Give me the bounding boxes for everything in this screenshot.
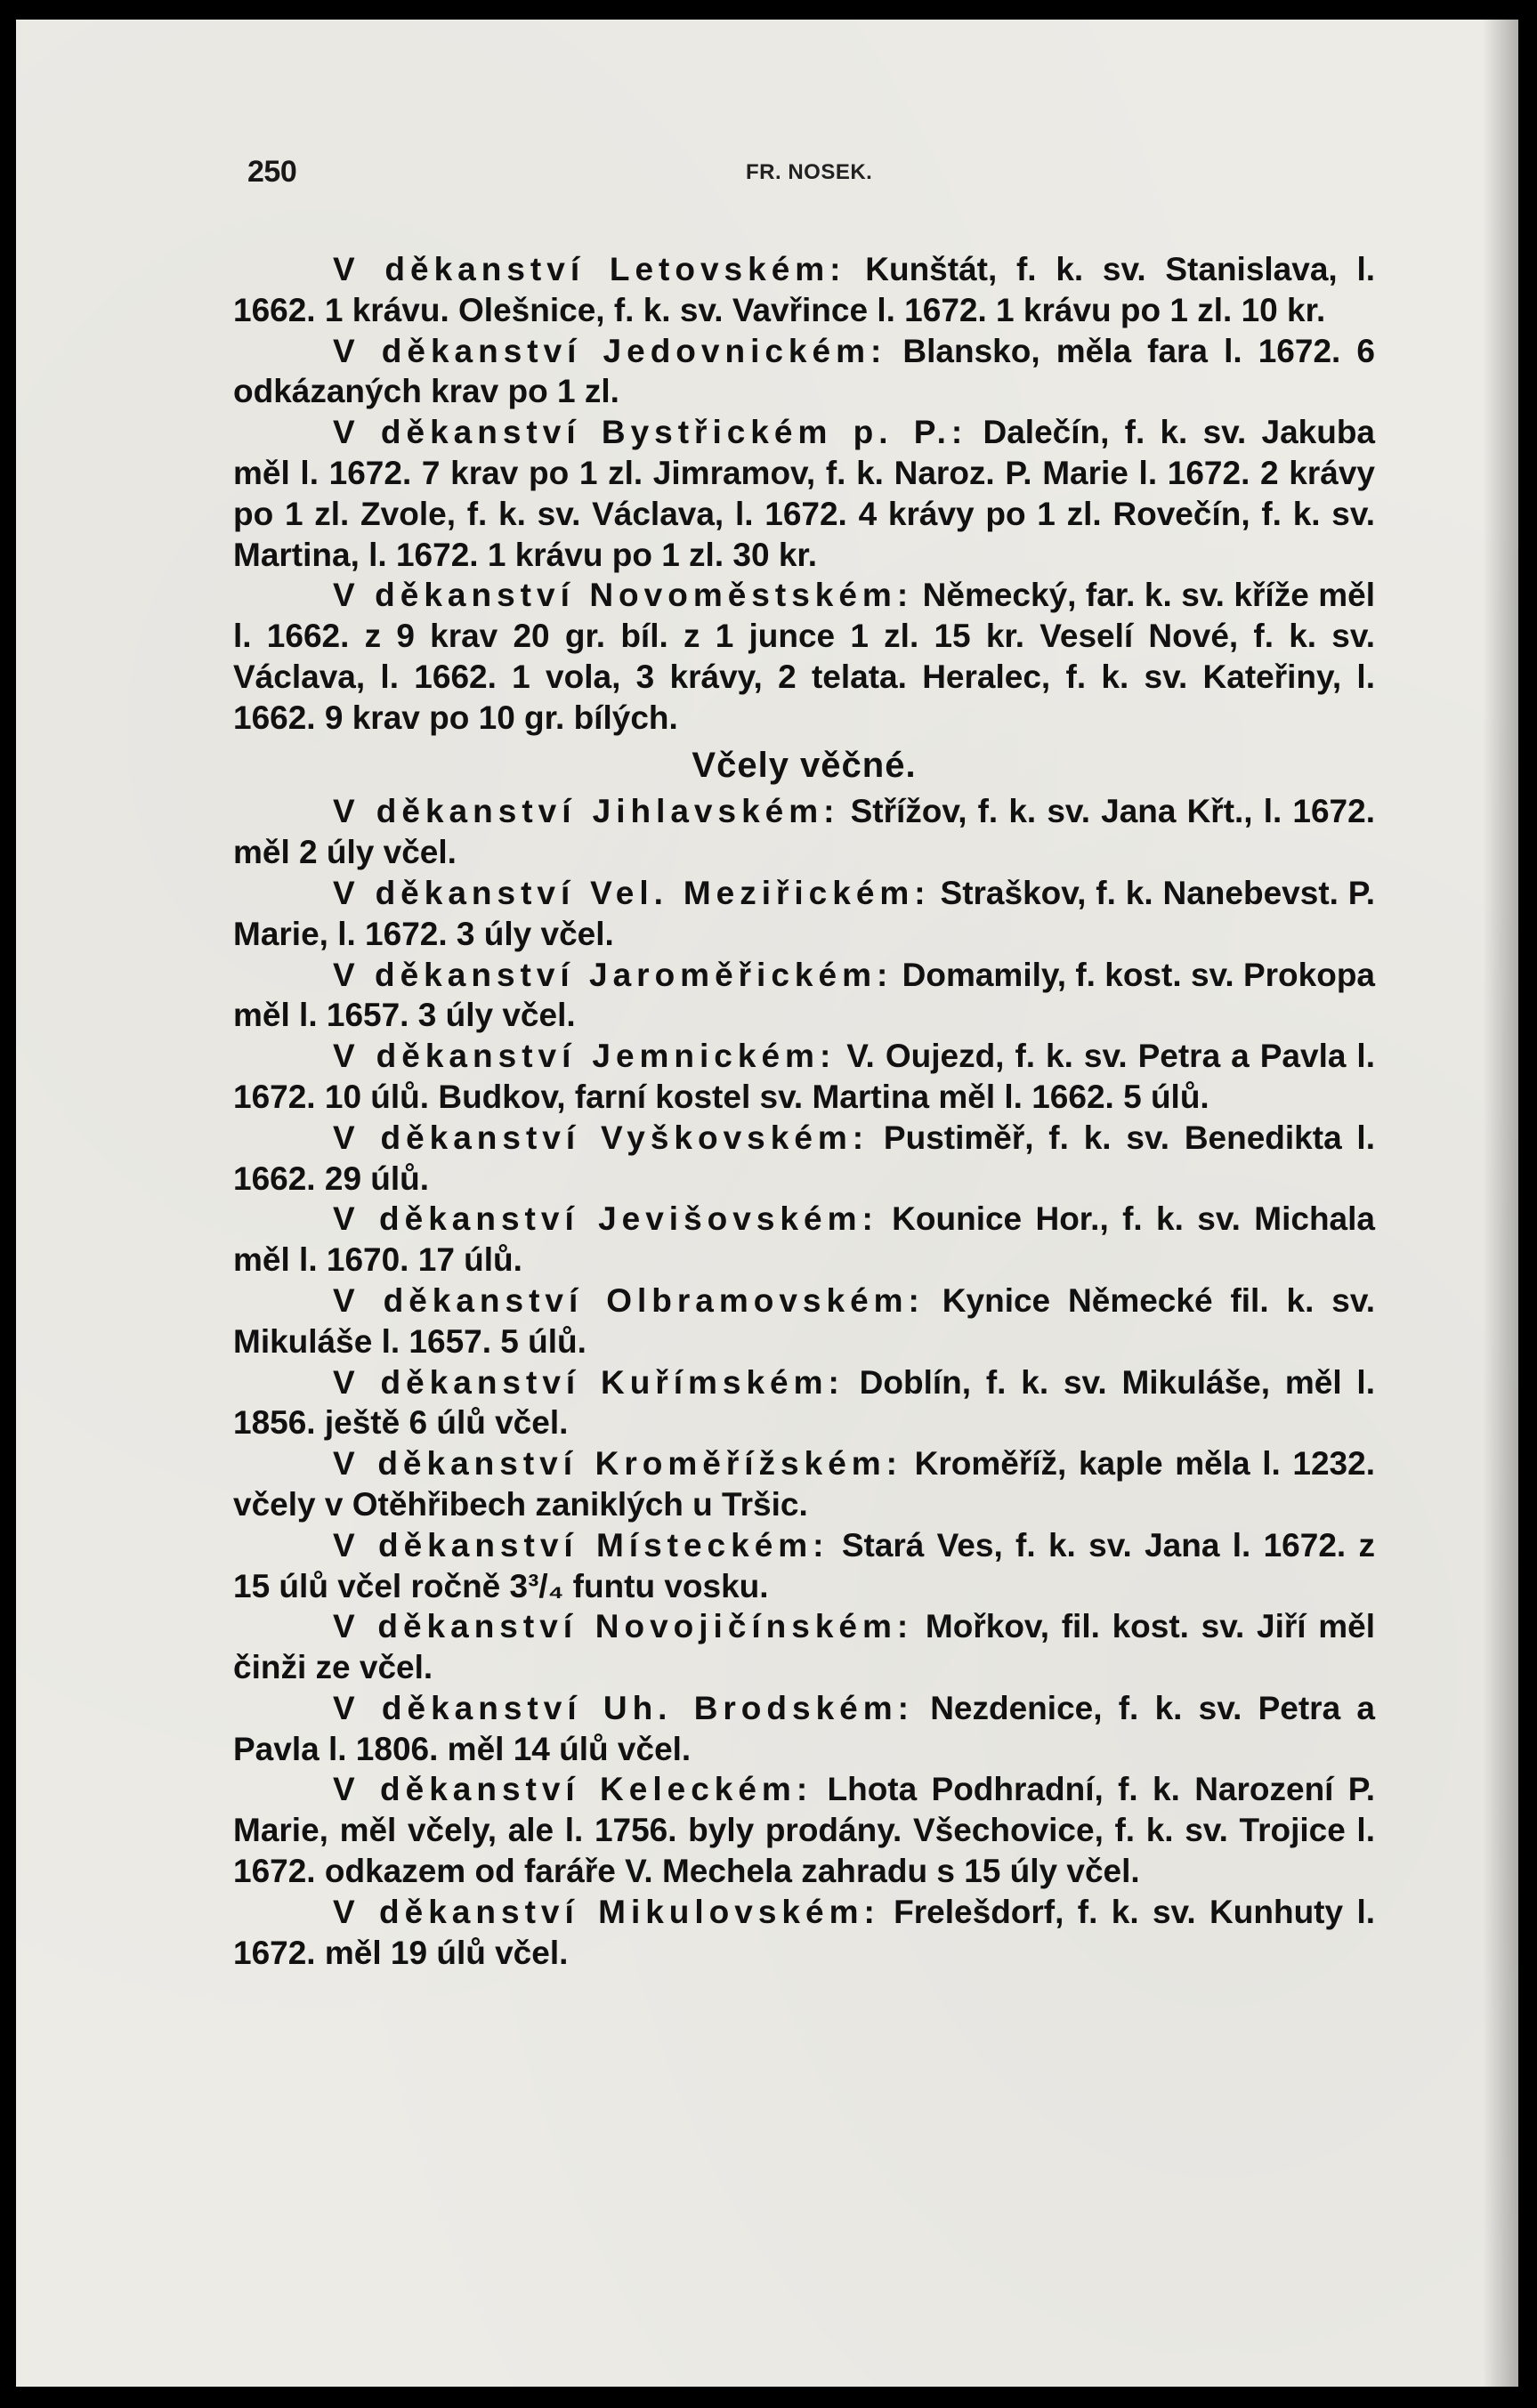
deanery-label: V děkanství Kroměřížském: <box>333 1445 902 1483</box>
paragraph-text: Frelešdorf, f. k. sv. Kunhuty l. 1672. měl 19 úlů včel. <box>233 1893 1375 1971</box>
running-head: FR. NOSEK. <box>746 160 873 184</box>
deanery-label: V děkanství Vyškovském: <box>333 1119 870 1156</box>
paragraph-text: Dalečín, f. k. sv. Jakuba měl l. 1672. 7 krav po 1 zl. Jimramov, f. k. Naroz. P. Marie l. 1672. 2 krávy po 1 zl. Zvole, f. k. sv. Václava, l. 1672. 4 krávy po 1 zl. Rovečín, f. k. sv. Martina, l. 1672. 1 krávu po 1 zl. 30 kr. <box>233 414 1376 573</box>
paragraph-text: Mořkov, fil. kost. sv. Jiří měl činži ze včel. <box>233 1608 1375 1686</box>
page-header <box>221 155 1387 198</box>
paragraph-text: Pustiměř, f. k. sv. Benedikta l. 1662. 29 úlů. <box>233 1119 1375 1197</box>
deanery-label: V děkanství Novoměstském: <box>333 577 914 614</box>
deanery-label: V děkanství Jemnickém: <box>333 1038 837 1075</box>
deanery-label: V děkanství Kuřímském: <box>333 1363 845 1401</box>
deanery-label: V děkanství Jihlavském: <box>333 793 840 830</box>
deanery-label: V děkanství Olbramovském: <box>333 1281 925 1319</box>
deanery-label: V děkanství Bystřickém p. P.: <box>333 414 968 451</box>
paragraph <box>233 1525 1375 1607</box>
paragraph-text: Doblín, f. k. sv. Mikuláše, měl l. 1856. ještě 6 úlů včel. <box>233 1363 1375 1442</box>
paragraph <box>233 1688 1375 1770</box>
paragraph-text: Kunštát, f. k. sv. Stanislava, l. 1662. 1 krávu. Olešnice, f. k. sv. Vavřince l. 1672. 1 krávu po 1 zl. 10 kr. <box>233 251 1376 328</box>
paragraph <box>233 249 1375 331</box>
paragraph <box>233 791 1375 873</box>
page-edge-shadow <box>1483 20 1518 2387</box>
paragraph <box>233 873 1375 955</box>
deanery-label: V děkanství Mikulovském: <box>333 1893 880 1930</box>
paragraph <box>233 1443 1375 1525</box>
deanery-label: V děkanství Letovském: <box>333 251 846 287</box>
paragraph <box>233 1036 1375 1118</box>
paragraph-text: Blansko, měla fara l. 1672. 6 odkázaných krav po 1 zl. <box>233 332 1375 410</box>
paragraph <box>233 331 1375 413</box>
scanned-page <box>16 20 1518 2387</box>
paragraph <box>233 1606 1375 1688</box>
deanery-label: V děkanství Uh. Brodském: <box>333 1689 914 1726</box>
deanery-label: V děkanství Novojičínském: <box>333 1608 914 1645</box>
paragraph-text: Stará Ves, f. k. sv. Jana l. 1672. z 15 úlů včel ročně 3³/₄ funtu vosku. <box>233 1526 1375 1604</box>
paragraph-text: Kroměříž, kaple měla l. 1232. včely v Otěhřibech zaniklých u Tršic. <box>233 1445 1375 1523</box>
deanery-label: V děkanství Místeckém: <box>333 1526 829 1564</box>
section-heading: Včely věčné. <box>692 745 917 785</box>
paragraph <box>233 1769 1375 1891</box>
paragraph <box>233 1118 1375 1200</box>
page-number: 250 <box>247 155 297 189</box>
deanery-label: V děkanství Jevišovském: <box>333 1200 878 1238</box>
paragraph-text: Kounice Hor., f. k. sv. Michala měl l. 1670. 17 úlů. <box>233 1200 1375 1279</box>
paragraph-text: Německý, far. k. sv. kříže měl l. 1662. z 9 krav 20 gr. bíl. z 1 junce 1 zl. 15 kr. Veselí Nové, f. k. sv. Václava, l. 1662. 1 vola, 3 krávy, 2 telata. Heralec, f. k. sv. Kateřiny, l. 1662. 9 krav po 10 gr. bílých. <box>233 577 1376 736</box>
paragraph-text: Nezdenice, f. k. sv. Petra a Pavla l. 1806. měl 14 úlů včel. <box>233 1689 1375 1767</box>
paragraph-text: Kynice Německé fil. k. sv. Mikuláše l. 1657. 5 úlů. <box>233 1281 1375 1360</box>
paragraph-text: Straškov, f. k. Nanebevst. P. Marie, l. 1672. 3 úly včel. <box>233 874 1375 952</box>
paragraph <box>233 412 1375 575</box>
paragraph <box>233 1892 1375 1974</box>
paragraph-text: V. Oujezd, f. k. sv. Petra a Pavla l. 1672. 10 úlů. Budkov, farní kostel sv. Martina měl l. 1662. 5 úlů. <box>233 1038 1375 1115</box>
paragraph-text: Lhota Podhradní, f. k. Narození P. Marie, měl včely, ale l. 1756. byly prodány. Všechovice, f. k. sv. Trojice l. 1672. odkazem od faráře V. Mechela zahradu s 15 úly včel. <box>233 1771 1375 1890</box>
paragraph <box>233 575 1375 738</box>
paragraph-text: Domamily, f. kost. sv. Prokopa měl l. 1657. 3 úly včel. <box>233 956 1375 1034</box>
paragraph <box>233 955 1375 1037</box>
paragraph-text: Střížov, f. k. sv. Jana Křt., l. 1672. měl 2 úly včel. <box>233 793 1375 871</box>
paragraph <box>233 1199 1375 1281</box>
paragraph <box>233 1362 1375 1444</box>
deanery-label: V děkanství Jedovnickém: <box>333 332 887 369</box>
deanery-label: V děkanství Keleckém: <box>333 1771 813 1808</box>
deanery-label: V děkanství Vel. Meziřickém: <box>333 874 931 911</box>
page-body <box>233 249 1375 1973</box>
deanery-label: V děkanství Jaroměřickém: <box>333 956 894 993</box>
paragraph <box>233 1281 1375 1362</box>
